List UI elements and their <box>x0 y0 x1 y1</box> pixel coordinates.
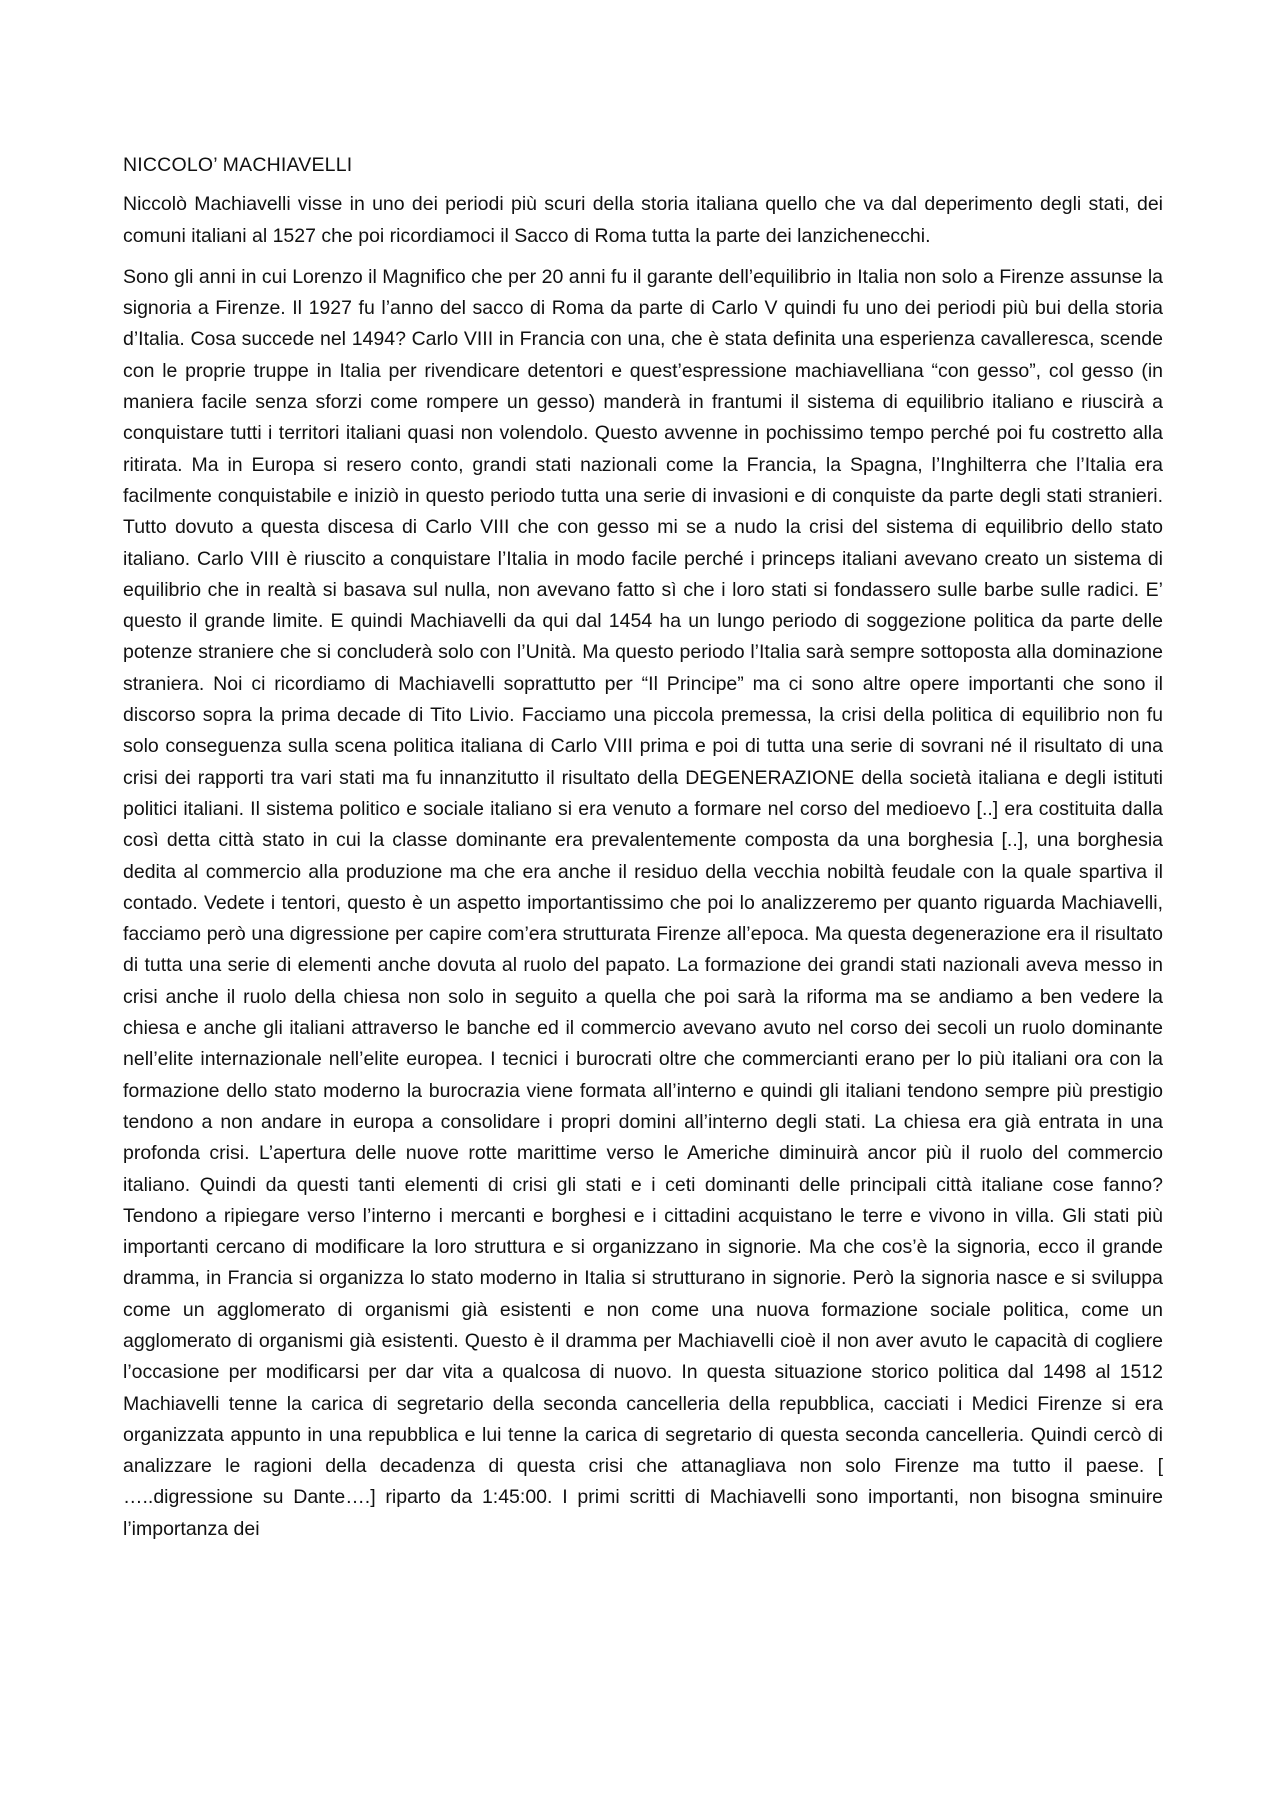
document-title: NICCOLO’ MACHIAVELLI <box>123 154 353 176</box>
paragraph-intro: Niccolò Machiavelli visse in uno dei periodi più scuri della storia italiana quello che va dal deperimento degli stati, dei comuni italiani al 1527 che poi ricordiamoci il Sacco di Roma tutta la parte dei lanzichenecchi. <box>123 193 1163 247</box>
document-body <box>123 150 1163 1545</box>
paragraph-main: Sono gli anni in cui Lorenzo il Magnifico che per 20 anni fu il garante dell’equilibrio in Italia non solo a Firenze assunse la signoria a Firenze. Il 1927 fu l’anno del sacco di Roma da parte di Carlo V quindi fu uno dei periodi più bui della storia d’Italia. Cosa succede nel 1494? Carlo VIII in Francia con una, che è stata definita una esperienza cavalleresca, scende con le proprie truppe in Italia per rivendicare detentori e quest’espressione machiavelliana “con gesso”, col gesso (in maniera facile senza sforzi come rompere un gesso) manderà in frantumi il sistema di equilibrio italiano e riuscirà a conquistare tutti i territori italiani quasi non volendolo. Questo avvenne in pochissimo tempo perché poi fu costretto alla ritirata. Ma in Europa si resero conto, grandi stati nazionali come la Francia, la Spagna, l’Inghilterra che l’Italia era facilmente conquistabile e iniziò in questo periodo tutta una serie di invasioni e di conquiste da parte degli stati stranieri. Tutto dovuto a questa discesa di Carlo VIII che con gesso mi se a nudo la crisi del sistema di equilibrio dello stato italiano. Carlo VIII è riuscito a conquistare l’Italia in modo facile perché i princeps italiani avevano creato un sistema di equilibrio che in realtà si basava sul nulla, non avevano fatto sì che i loro stati si fondassero sulle barbe sulle radici. E’ questo il grande limite. E quindi Machiavelli da qui dal 1454 ha un lungo periodo di soggezione politica da parte delle potenze straniere che si concluderà solo con l’Unità. Ma questo periodo l’Italia sarà sempre sottoposta alla dominazione straniera. Noi ci ricordiamo di Machiavelli soprattutto per “Il Principe” ma ci sono altre opere importanti che sono il discorso sopra la prima decade di Tito Livio. Facciamo una piccola premessa, la crisi della politica di equilibrio non fu solo conseguenza sulla scena politica italiana di Carlo VIII prima e poi di tutta una serie di sovrani né il risultato di una crisi dei rapporti tra vari stati ma fu innanzitutto il risultato della DEGENERAZIONE della società italiana e degli istituti politici italiani. Il sistema politico e sociale italiano si era venuto a formare nel corso del medioevo [..] era costituita dalla così detta città stato in cui la classe dominante era prevalentemente composta da una borghesia [..], una borghesia dedita al commercio alla produzione ma che era anche il residuo della vecchia nobiltà feudale con la quale spartiva il contado. Vedete i tentori, questo è un aspetto importantissimo che poi lo analizzeremo per quanto riguarda Machiavelli, facciamo però una digressione per capire com’era strutturata Firenze all’epoca. Ma questa degenerazione era il risultato di tutta una serie di elementi anche dovuta al ruolo del papato. La formazione dei grandi stati nazionali aveva messo in crisi anche il ruolo della chiesa non solo in seguito a quella che poi sarà la riforma ma se andiamo a ben vedere la chiesa e anche gli italiani attraverso le banche ed il commercio avevano avuto nel corso dei secoli un ruolo dominante nell’elite internazionale nell’elite europea. I tecnici i burocrati oltre che commercianti erano per lo più italiani ora con la formazione dello stato moderno la burocrazia viene formata all’interno e quindi gli italiani tendono sempre più prestigio tendono a non andare in europa a consolidare i propri domini all’interno degli stati. La chiesa era già entrata in una profonda crisi. L’apertura delle nuove rotte marittime verso le Americhe diminuirà ancor più il ruolo del commercio italiano. Quindi da questi tanti elementi di crisi gli stati e i ceti dominanti delle principali città italiane cose fanno? Tendono a ripiegare verso l’interno i mercanti e borghesi e i cittadini acquistano le terre e vivono in villa. Gli stati più importanti cercano di modificare la loro struttura e si organizzano in signorie. Ma che cos’è la signoria, ecco il grande dramma, in Francia si organizza lo stato moderno in Italia si strutturano in signorie. Però la signoria nasce e si sviluppa come un agglomerato di organismi già esistenti e non come una nuova formazione sociale politica, come un agglomerato di organismi già esistenti. Questo è il dramma per Machiavelli cioè il non aver avuto le capacità di cogliere l’occasione per modificarsi per dar vita a qualcosa di nuovo. In questa situazione storico politica dal 1498 al 1512 Machiavelli tenne la carica di segretario della seconda cancelleria della repubblica, cacciati i Medici Firenze si era organizzata appunto in una repubblica e lui tenne la carica di segretario di questa seconda cancelleria. Quindi cercò di analizzare le ragioni della decadenza di questa crisi che attanagliava non solo Firenze ma tutto il paese. [ …..digressione su Dante….] riparto da 1:45:00. I primi scritti di Machiavelli sono importanti, non bisogna sminuire l’importanza dei <box>123 265 1163 1540</box>
